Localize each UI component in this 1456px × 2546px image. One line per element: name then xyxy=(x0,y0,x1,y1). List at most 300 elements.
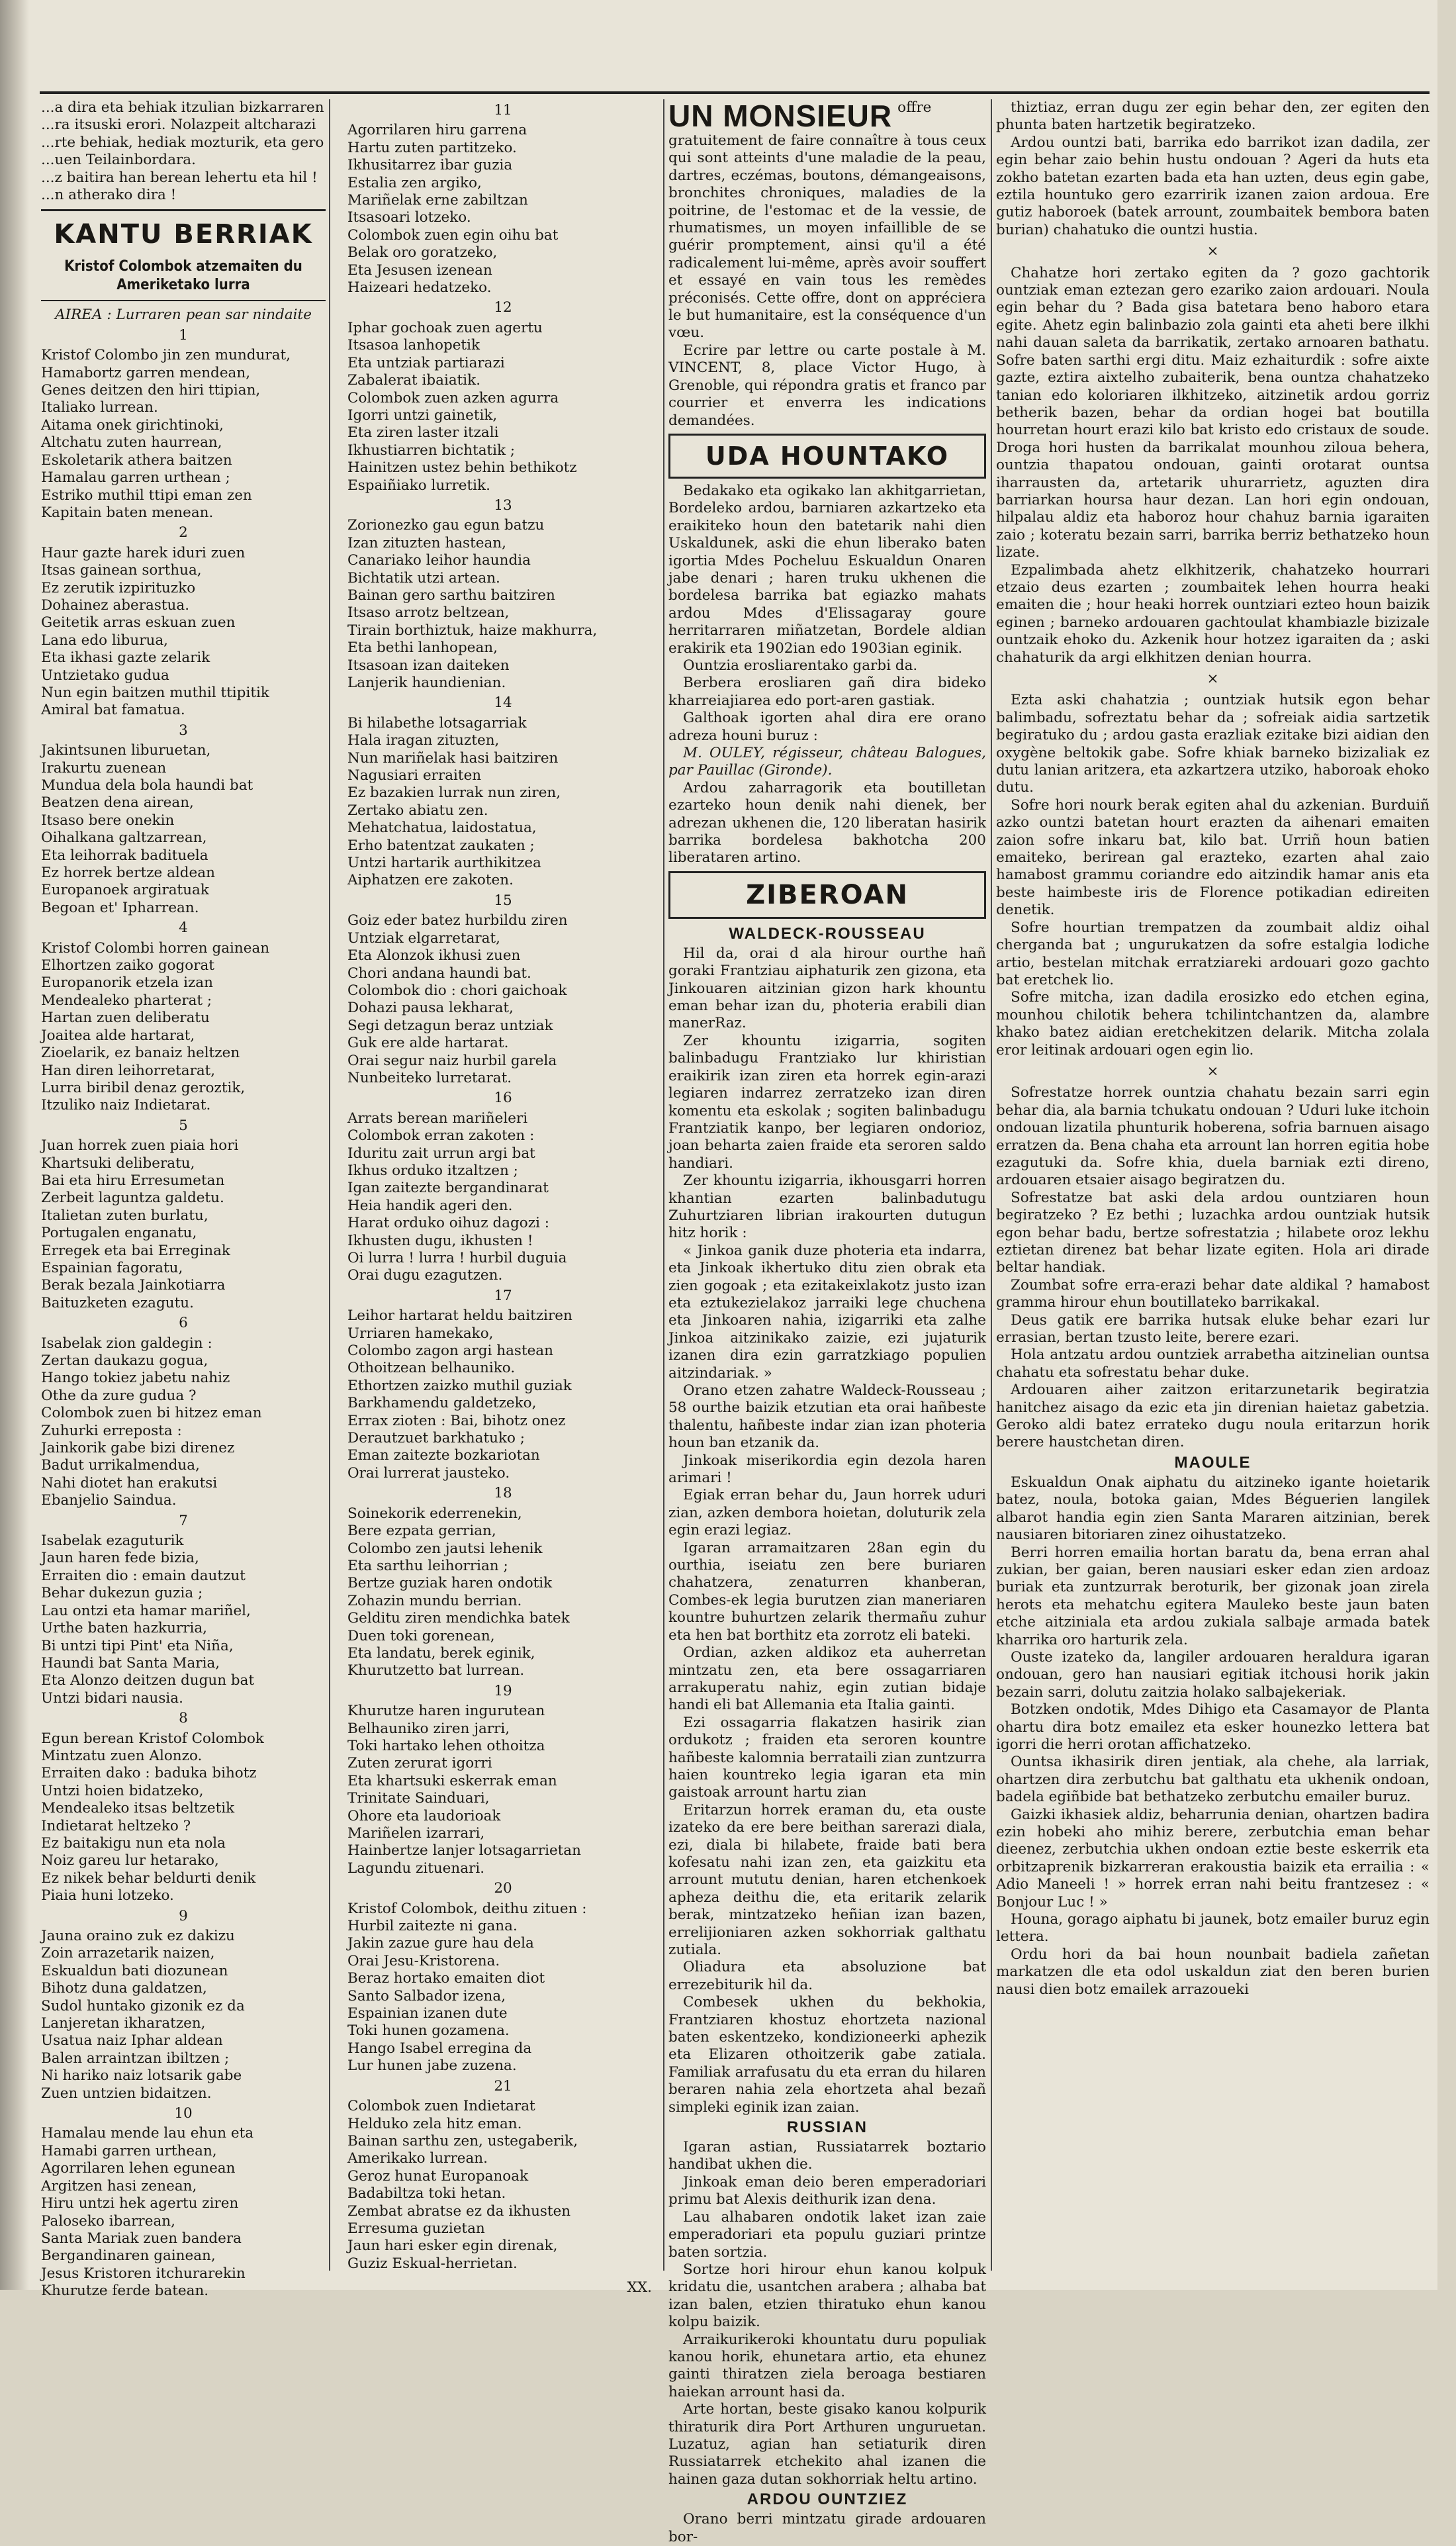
verse-line: Toki hartako lehen othoitza xyxy=(347,1737,545,1754)
verse-line: Agorrilaren hiru garrena xyxy=(347,122,527,139)
verse-line: Indietarat heltzeko ? xyxy=(41,1817,191,1834)
verse-line: Itsasoan izan daiteken xyxy=(347,657,510,674)
column-2 xyxy=(334,99,659,2296)
verse-line: Nun mariñelak hasi baitziren xyxy=(347,749,559,767)
maoule-paragraphs xyxy=(996,1474,1430,1701)
uda-p3: Berbera erosliaren gañ dira bideko kharreiajiarea edo port-aren gastiak. xyxy=(668,675,986,709)
article-paragraph: Eritarzun horrek eraman du, eta ouste izateko da ere bere beithan sarerazi diala, ezi, diala bi hilabete, fraide bati bera kofesatu nahi izan zen, eta gaizkitu eta arrount mututu denian, haren etchenkoek apheza deithu die, eta eritarik zelarik berak, mintzatzeko heñian izan bazen, errelijioniaren azken sokhorriak galthatu zutiala. xyxy=(668,1801,986,1958)
column-3 xyxy=(668,99,986,2545)
maoule-heading: MAOULE xyxy=(1174,1453,1251,1472)
verse-line: Bainan sarthu zen, ustegaberik, xyxy=(347,2132,578,2149)
stanza-number: 15 xyxy=(494,892,512,909)
verse-line: Zerbeit laguntza galdetu. xyxy=(41,1190,224,1207)
article-paragraph: Gaizki ikhasiek aldiz, beharrunia denian, ohartzen badira ezin hobeki aho mihiz berere, zerbutchia eman behar dieenez, zerbutchia ukhen ondoan eztie beste eskerrik eta orbitzaprenik bizkarreran erakoustia baizik eta errailia : « Adio Maneeli ! » horrek erran nahi beitu frantzesez : « Bonjour Luc ! » xyxy=(996,1806,1430,1910)
verse-line: Estriko muthil ttipi eman zen xyxy=(41,487,252,504)
article-paragraph: Botzken ondotik, Mdes Dihigo eta Casamayor de Planta ohartu dira botz emailez eta esker hounezko lettera bat igorri die herri orotan affichatzeko. xyxy=(996,1701,1430,1753)
uda-hountako-box xyxy=(668,434,986,479)
verse-line: Kristof Colombok, deithu zituen : xyxy=(347,1900,587,1917)
stanza-number: 2 xyxy=(179,524,188,542)
article-paragraph: Arte hortan, beste gisako kanou kolpurik thiraturik dira Port Arthuren unguruetan. Luzatuz, agian han setiaturik diren Russiatarrek etchekito ahal izanen die hainen gaza dutan sokhorriak heltu artino. xyxy=(668,2401,986,2488)
article-paragraph: Ezta aski chahatzia ; ountziak hutsik egon behar balimbadu, sofreztatu behar da ; sofreiak aidia sartzetik begiratuko du ; ardou gasta erazliak ezitake bizi aidian den oxygène beltokik gabe. Sofre khiak barneko bizizaliak ez dutu lanian aritzera, eta azkartzera utziko, haboroak ehoko dutu. xyxy=(996,692,1430,796)
verse-line: Eta Jesusen izenean xyxy=(347,261,492,279)
verse-line: Amiral bat famatua. xyxy=(41,702,185,719)
verse-line: Oi lurra ! lurra ! hurbil duguia xyxy=(347,1250,567,1266)
verse-line: Zembat abratse ez da ikhusten xyxy=(347,2202,571,2220)
verse-line: Izan zituzten hastean, xyxy=(347,534,506,551)
intro-text xyxy=(41,99,326,204)
verse-line: Irakurtu zuenean xyxy=(41,759,167,777)
verse-line: Ez bazakien lurrak nun ziren, xyxy=(347,784,561,802)
verse-line: Dohazi pausa lekharat, xyxy=(347,1000,514,1017)
verse-line: Eta landatu, berek eginik, xyxy=(347,1644,535,1662)
verse-line: Zuhurki erreposta : xyxy=(41,1422,182,1439)
verse-line: Guziz Eskual-herrietan. xyxy=(347,2255,518,2272)
stanza-number: 5 xyxy=(179,1117,188,1134)
verse-line: Zohazin mundu berrian. xyxy=(347,1592,522,1609)
verse-line: Bertze guziak haren ondotik xyxy=(347,1575,553,1592)
verse-line: Mehatchatua, laidostatua, xyxy=(347,820,537,837)
verse-line: Errax zioten : Bai, bihotz onez xyxy=(347,1412,566,1429)
verse-line: Canariako leihor haundia xyxy=(347,552,531,569)
verse-line: Estalia zen argiko, xyxy=(347,174,482,191)
article-paragraph: Egiak erran behar du, Jaun horrek uduri zian, azken dembora hoietan, doluturik zela egin erazi legiaz. xyxy=(668,1487,986,1539)
verse-line: Europanoek argiratuak xyxy=(41,882,209,899)
verse-line: Mintzatu zuen Alonzo. xyxy=(41,1747,203,1764)
verse-line: Eta leihorrak badituela xyxy=(41,847,208,864)
verse-line: Erresuma guzietan xyxy=(347,2220,485,2237)
article-paragraph: thiztiaz, erran dugu zer egin behar den, zer egiten den phunta baten hartzetik begiratzeko. xyxy=(996,99,1430,134)
article-paragraph: Chahatze hori zertako egiten da ? gozo gachtorik ountziak eman eztezan gero ezariko zaion ardouari. Noula egin behar du ? Bada gisa batetara beno haboro etara egite. Ahetz egin balinbazio zola gainti eta aheti bere ilkhi nahi dauan saleta da barrikatik, zertako arnoaren bathatu. Sofre baten sarthi ergi ditu. Maiz ezhaiturdik : sofre aixte gazte, eztira aixtelho zubaiterik, bena ountza chahatzeko tanian edo koloriaren ilkhitzeko, aitzinetik ardou gorriz betherik bazen, behar da ordian hogei bat boutilla hourretan hourt erazi kilo bat kristo edo cristaux de soude. Droga hori husten da barrikalat mounhou ziloua behera, ountzia thapatou ondouan, gainti orotarat ountsa iharrausten da, artetarik uhurarrietz, aguzten dira barriarkan hoursa haur dezan. Lan hori egin ondouan, hilpalau aldiz eta haboroz hour chahuz barnia igaraiten zaio ; koteratu bezain sarri, barrika berriz bethatzeko houn lizate. xyxy=(996,264,1430,561)
header-rule xyxy=(40,91,1430,94)
verse-line: Zuten zerurat igorri xyxy=(347,1755,492,1772)
verse-line: Bai eta hiru Erresumetan xyxy=(41,1172,225,1189)
stanza-number: 3 xyxy=(179,722,188,739)
verse-line: Zoin arrazetarik naizen, xyxy=(41,1945,215,1962)
verse-line: Zorionezko gau egun batzu xyxy=(347,517,545,534)
verse-line: Eta Alonzok ikhusi zuen xyxy=(347,947,521,965)
intro-line: ...n atherako dira ! xyxy=(41,187,177,204)
intro-line: ...a dira eta behiak itzulian bizkarraren xyxy=(41,99,324,116)
column-rule xyxy=(329,99,330,2271)
verse-line: Colombok zuen egin oihu bat xyxy=(347,226,559,244)
verse-line: Italiako lurrean. xyxy=(41,399,158,416)
verse-line: Orai lurrerat jausteko. xyxy=(347,1464,510,1482)
verse-line: Joaitea alde hartarat, xyxy=(41,1027,195,1044)
article-paragraph: Igaran arramaitzaren 28an egin du ourthia, iseiatu zen bere buriaren chahatzera, zenaturren khanberan, Combes-ek legia burutzen zian maneriaren kountre buhurtzen zelarik thermañu zuhur eta hen bat borthitz eta zorrotz eli bateki. xyxy=(668,1539,986,1644)
verse-line: Hiru untzi hek agertu ziren xyxy=(41,2195,239,2212)
verse-line: Hango Isabel erregina da xyxy=(347,2040,532,2057)
verse-line: Espaiñiako lurretik. xyxy=(347,477,490,494)
verse-line: Eta bethi lanhopean, xyxy=(347,639,498,657)
verse-line: Colombo zen jautsi lehenik xyxy=(347,1540,543,1557)
stanza-number: 16 xyxy=(494,1090,512,1107)
verse-line: Heia handik ageri den. xyxy=(347,1197,513,1214)
article-paragraph: Houna, gorago aiphatu bi jaunek, botz emailer buruz egin lettera. xyxy=(996,1911,1430,1946)
stanza-number: 7 xyxy=(179,1512,188,1529)
article-paragraph: Zoumbat sofre erra-erazi behar date aldikal ? hamabost gramma hirour ehun boutillateko barrikakal. xyxy=(996,1276,1430,1311)
ziberoan-box xyxy=(668,871,986,919)
verse-line: Elhortzen zaiko gogorat xyxy=(41,957,214,974)
verse-line: Mendealeko itsas beltzetik xyxy=(41,1800,235,1817)
stanza-number: 9 xyxy=(179,1907,188,1924)
verse-line: Hurbil zaitezte ni gana. xyxy=(347,1918,518,1935)
verse-line: Agorrilaren lehen egunean xyxy=(41,2160,236,2177)
stanza-number: 14 xyxy=(494,694,512,712)
verse-line: Untzi hartarik aurthikitzea xyxy=(347,855,541,872)
verse-line: Lagundu zituenari. xyxy=(347,1860,485,1877)
column-1 xyxy=(41,99,326,2300)
verse-line: Isabelak ezaguturik xyxy=(41,1532,184,1550)
verse-line: Ez baitakigu nun eta nola xyxy=(41,1834,226,1852)
verse-line: Ikhus orduko itzaltzen ; xyxy=(347,1162,518,1179)
divider xyxy=(41,209,326,211)
verse-line: Hamabi garren urthean, xyxy=(41,2142,217,2159)
russian-heading: RUSSIAN xyxy=(786,2118,868,2137)
russian-paragraphs xyxy=(668,2139,986,2488)
uda-p2: Ountzia erosliarentako garbi da. xyxy=(683,657,918,674)
verse-line: Othe da zure gudua ? xyxy=(41,1387,197,1404)
verse-line: Tirain borthiztuk, haize makhurra, xyxy=(347,622,598,639)
verse-line: Bere ezpata gerrian, xyxy=(347,1523,496,1540)
verse-line: Khurutzetto bat lurrean. xyxy=(347,1662,525,1679)
verse-line: Mariñelen izarrari, xyxy=(347,1825,485,1842)
verse-line: Santo Salbador izena, xyxy=(347,1987,506,2004)
verse-line: Beraz hortako emaiten diot xyxy=(347,1970,545,1987)
verse-line: Zabalerat ibaiatik. xyxy=(347,372,481,389)
stanza-number: 20 xyxy=(494,1880,512,1897)
verse-line: Goiz eder batez hurbildu ziren xyxy=(347,912,568,929)
verse-line: Kapitain baten menean. xyxy=(41,504,214,521)
monsieur-head: UN MONSIEUR xyxy=(668,99,893,133)
article-paragraph: Hil da, orai d ala hirour ourthe hañ goraki Frantziau aiphaturik zen gizona, eta Jinkouaren aitzinian gizon hark khountu eman behar izan du, photeria erabili dian manerRaz. xyxy=(668,945,986,1032)
verse-line: Aitama onek girichtinoki, xyxy=(41,416,224,434)
verse-line: Erraiten dio : emain dautzut xyxy=(41,1567,246,1584)
article-paragraph: Hola antzatu ardou ountziek arrabetha aitzinelian ountsa chahatu eta sofrestatu behar duke. xyxy=(996,1346,1430,1381)
verse-line: Iphar gochoak zuen agertu xyxy=(347,319,543,336)
verse-line: Berak bezala Jainkotiarra xyxy=(41,1277,226,1294)
verse-line: Ethortzen zaizko muthil guziak xyxy=(347,1377,572,1394)
intro-line: ...rte behiak, hediak mozturik, eta gero xyxy=(41,134,324,151)
verse-line: Amerikako lurrean. xyxy=(347,2150,488,2167)
article-paragraph: Ezpalimbada ahetz elkhitzerik, chahatzeko hourrari etzaio deus ezarten ; zoumbaitek lehen hourra heaki emaiten die ; hour heaki horrek ountziari ezteo houn baizik eginen ; barneko ardouaren gachtoulat khambiazle bizizale ountzaik ehoko du. Azkenik hour hotzez igaraiten da ; aski chahaturik da argi elkhitzen denian hourra. xyxy=(996,561,1430,666)
verse-line: Zuen untzien bidaitzen. xyxy=(41,2085,212,2102)
verse-line: Toki hunen gozamena. xyxy=(347,2022,510,2040)
verse-line: Gelditu ziren mendichka batek xyxy=(347,1610,570,1627)
verse-line: Mundua dela bola haundi bat xyxy=(41,777,253,794)
verse-line: Geroz hunat Europanoak xyxy=(347,2167,529,2185)
verse-line: Santa Mariak zuen bandera xyxy=(41,2230,242,2247)
uda-p6: Ardou zaharragorik eta boutilletan ezarteko houn denik nahi dienek, ber adrezan ukhenen die, 120 liberatan hasirik barrika bordelesa bakhotcha 200 liberataren artino. xyxy=(668,779,986,867)
verse-line: Chori andana haundi bat. xyxy=(347,965,531,982)
verse-line: Orai dugu ezagutzen. xyxy=(347,1267,503,1284)
binding-gutter xyxy=(0,0,29,2290)
verse-line: Nunbeiteko lurretarat. xyxy=(347,1069,512,1086)
article-paragraph: Orano etzen zahatre Waldeck-Rousseau ; 58 ourthe baizik etzutian eta orai hañbeste thalentu, hañbeste indar zian izan photeria houn ban etzanik da. xyxy=(668,1382,986,1452)
verse-line: Ez horrek bertze aldean xyxy=(41,865,215,882)
verse-line: Sudol huntako gizonik ez da xyxy=(41,1997,245,2014)
verse-line: Bainan gero sarthu baitziren xyxy=(347,587,555,604)
article-paragraph: Ezi ossagarria flakatzen hasirik zian ordukotz ; fraiden eta seroren kountre hañbeste kalomnia berrataili zian zuntzurra haien kountreko legia igaran eta min gaistoak arrount hartu zian xyxy=(668,1714,986,1801)
verse-line: Colombok dio : chori gaichoak xyxy=(347,982,567,999)
uda-p5: M. OULEY, régisseur, château Balogues, par Pauillac (Gironde). xyxy=(668,745,986,779)
verse-line: Hamalau garren urthean ; xyxy=(41,469,230,487)
verse-line: Belhauniko ziren jarri, xyxy=(347,1720,510,1737)
verse-line: Bi untzi tipi Pint' eta Niña, xyxy=(41,1637,234,1654)
verse-line: Barkhamendu galdetzeko, xyxy=(347,1395,537,1412)
stanza-number: 11 xyxy=(494,102,512,118)
verse-line: Jesus Kristoren itchurarekin xyxy=(41,2265,246,2282)
article-paragraph: Sofre hourtian trempatzen da zoumbait aldiz oihal cherganda bat ; ungurukatzen da sofre estalgia lodiche artio, bestelan mitchak erratziareki ardouari gozo gachto bat eretchek lio. xyxy=(996,919,1430,988)
article-paragraph: Sortze hori hirour ehun kanou kolpuk kridatu die, usantchen arabera ; alhaba bat izan balen, etzien thiratuko ehun kanou kolpu baizik. xyxy=(668,2261,986,2331)
divider xyxy=(41,300,326,301)
verse-line: Zioelarik, ez banaiz heltzen xyxy=(41,1045,240,1062)
stanza-number: 4 xyxy=(179,919,188,937)
intro-line: ...uen Teilainbordara. xyxy=(41,152,196,169)
article-paragraph: Ardou ountzi bati, barrika edo barrikot izan dadila, zer egin behar zaio behin hustu ondouan ? Ageri da huts eta zokho batetan ezarten bada eta han uzten, deus egin gabe, eztila hountuko gero ezarririk izanen zaion ardoua. Ere gutiz haboroek (batek arrount, zoumbaitek bembora baten burian) chahatuko die ountzi hustia. xyxy=(996,134,1430,238)
verse-line: Jakintsunen liburuetan, xyxy=(41,742,211,759)
verse-line: Iduritu zait urrun argi bat xyxy=(347,1145,535,1162)
verse-line: Hamalau mende lau ehun eta xyxy=(41,2125,254,2142)
article-paragraph: « Jinkoa ganik duze photeria eta indarra, eta Jinkoak ikhertuko ditu zien obrak eta zien gogoak ; eta ezitakeixlakotz justo izan eta eztukezielakoz jarraiki lege chuchena eta Jinkoaren nahia, izigarriki eta zalhe Jinkoa aitzinikako zaizie, ezi jujaturik izanen dira ezin garratzkiago populien aitzindariak. » xyxy=(668,1242,986,1382)
verse-line: Orai Jesu-Kristorena. xyxy=(347,1952,500,1969)
monsieur-text: offre gratuitement de faire connaître à tous ceux qui sont atteints d'une maladie de la peau, dartres, eczémas, boutons, démangeaisons, bronchites chroniques, maladies de la poitrine, de l'estomac et de la vessie, de rhumatismes, un moyen infaillible de se guérir promptement, ainsi qu'il a été radicalement lui-même, après avoir souffert et essayé en vain tous les remèdes préconisés. Cette offre, dont on appréciera le but humanitaire, est la conséquence d'un vœu. xyxy=(668,99,986,342)
waldeck-heading: WALDECK-ROUSSEAU xyxy=(729,924,926,943)
verse-line: Hainitzen ustez behin bethikotz xyxy=(347,459,577,477)
verse-line: Orai segur naiz hurbil garela xyxy=(347,1052,557,1069)
verse-line: Isabelak zion galdegin : xyxy=(41,1335,212,1352)
verse-line: Paloseko ibarrean, xyxy=(41,2212,175,2230)
verse-line: Soinekorik ederrenekin, xyxy=(347,1505,522,1522)
verse-line: Itsasoa lanhopetik xyxy=(347,337,480,354)
article-paragraph: Sofrestatze horrek ountzia chahatu bezain sarri egin behar dia, ala barnia tchukatu ondouan ? Uduri luke itchoin ondouan lizatila phunturik hoberena, sofria barnuen aisago erratzen da. Bena chaha eta arrount lan horren egitia hobe ezagutuki da. Sofre khia, duela barniak ezti direno, ardouaren etsaier aisago begiratzen du. xyxy=(996,1084,1430,1189)
verse-line: Igan zaitezte bergandinarat xyxy=(347,1180,549,1197)
article-paragraph: Lau alhabaren ondotik laket izan zaie emperadoriari eta populu guziari printze baten sortzia. xyxy=(668,2208,986,2261)
ziberoan-title: ZIBEROAN xyxy=(746,879,909,910)
verse-line: Espainian fagoratu, xyxy=(41,1259,183,1276)
article-paragraph: Oliadura eta absoluzione bat errezebiturik hil da. xyxy=(668,1959,986,1993)
verse-line: Usatua naiz Iphar aldean xyxy=(41,2032,223,2050)
verse-line: Eta untziak partiarazi xyxy=(347,354,505,371)
verse-line: Zertan daukazu gogua, xyxy=(41,1352,208,1369)
article-paragraph: Ouste izateko da, langiler ardouaren heraldura igaran ondouan, gero han nausiari egitiak itchousi horik jakin bezain sarri, dolutu zaitzia holako salbajekeriak. xyxy=(996,1648,1430,1701)
verse-line: Genes deitzen den hiri ttipian, xyxy=(41,382,261,399)
stanza-number: 18 xyxy=(494,1485,512,1502)
article-paragraph: Combesek ukhen du bekhokia, Frantziaren khostuz ehortzeta nazional baten eskentzeko, kondizioneerki aphezik eta Elizaren othoitzerik gabe zatiala. Familiak arrafusatu du eta erran du hilaren beraren nahia zela ehortzeta ahal bezañ simpleki eginik izan zaian. xyxy=(668,1994,986,2116)
verse-line: Lur hunen jabe zuzena. xyxy=(347,2057,517,2075)
verse-line: Piaia huni lotzeko. xyxy=(41,1887,174,1905)
verse-line: Hartu zuten partitzeko. xyxy=(347,139,517,156)
stanza-number: 6 xyxy=(179,1315,188,1332)
verse-line: Lurra biribil denaz geroztik, xyxy=(41,1079,246,1096)
verse-line: Han diren leihorretarat, xyxy=(41,1062,216,1079)
verse-line: Ikhustiarren bichtatik ; xyxy=(347,442,516,459)
verse-line: Lanjerik haundienian. xyxy=(347,675,506,691)
stanza-number: 8 xyxy=(179,1710,188,1727)
verse-line: Haur gazte harek iduri zuen xyxy=(41,544,246,561)
verse-line: Italietan zuten burlatu, xyxy=(41,1207,208,1224)
verse-line: Erho batentzat zaukaten ; xyxy=(347,837,535,854)
article-paragraph: Sofrestatze bat aski dela ardou ountziaren houn begiratzeko ? Ez bethi ; luzachka ardou ountziak hutsik egon behar badu, bertze sofrestatzia ; hilabete oroz lekhu eztietan direnez bat behar lizate egiten. Hola ari dirade beltar handiak. xyxy=(996,1189,1430,1276)
verse-line: Eman zaitezte bozkariotan xyxy=(347,1447,540,1464)
verse-line: Othoitzean belhauniko. xyxy=(347,1360,516,1377)
stanza-number: 21 xyxy=(494,2077,512,2095)
verse-line: Eta sarthu leihorrian ; xyxy=(347,1557,508,1574)
uda-hountako-title: UDA HOUNTAKO xyxy=(705,441,950,471)
verse-line: Guk ere alde hartarat. xyxy=(347,1035,509,1052)
verse-line: Ebanjelio Saindua. xyxy=(41,1492,177,1509)
article-paragraph: Eskualdun Onak aiphatu du aitzineko igante hoietarik batez, noula, botoka gaian, Mdes Béguerien langilek albarot handia egin zien Santa Mararen aitzinian, berek nausiaren bitoriaren zinez oihustatzeko. xyxy=(996,1474,1430,1544)
verse-line: Ikhusten dugu, ikhusten ! xyxy=(347,1232,533,1249)
verse-line: Portugalen enganatu, xyxy=(41,1225,197,1242)
verse-line: Balen arraintzan ibiltzen ; xyxy=(41,2050,230,2067)
verse-line: Ez nikek behar beldurti denik xyxy=(41,1869,256,1887)
verse-line: Eskualdun bati diozunean xyxy=(41,1962,228,1979)
verse-line: Kristof Colombo jin zen mundurat, xyxy=(41,347,291,364)
song-air: AIREA : Lurraren pean sar nindaite xyxy=(55,306,312,324)
verse-line: Eta khartsuki eskerrak eman xyxy=(347,1772,557,1789)
song-stanzas-cont xyxy=(334,102,659,2273)
verse-line: Haundi bat Santa Maria, xyxy=(41,1654,220,1672)
article-paragraph: Sofre hori nourk berak egiten ahal du azkenian. Burduiñ azko ountzi batetan hourt erazten da aihenari emaiten zaion sofre inkaru bat, kilo bat. Urriñ houn batien emaiteko, berirean gal erazteko, ezarten ahal zaio hamabost grammu coriandre edo aitzindik hamar anis eta beste haimbeste iris de Florence potikadian edireiten denetik. xyxy=(996,796,1430,919)
article-paragraph: Zer khountu izigarria, ikhousgarri horren khantian ezarten balinbadutugu Zuhurtziaren librian irakourten dutugun hitz horik : xyxy=(668,1172,986,1242)
verse-line: Nun egin baitzen muthil ttipitik xyxy=(41,684,269,701)
stanza-number: 12 xyxy=(494,299,512,316)
verse-line: Begoan et' Ipharrean. xyxy=(41,899,199,916)
verse-line: Geitetik arras eskuan zuen xyxy=(41,614,236,632)
verse-line: Urthe baten hazkurria, xyxy=(41,1620,208,1637)
verse-line: Europanorik etzela izan xyxy=(41,974,213,992)
verse-line: Itsaso arrotz beltzean, xyxy=(347,604,510,622)
verse-line: Ni hariko naiz lotsarik gabe xyxy=(41,2067,242,2085)
verse-line: Erraiten dako : baduka bihotz xyxy=(41,1765,257,1782)
article-paragraph: Zer khountu izigarria, sogiten balinbadugu Frantziako lur khiristian eraikirik izan ziren eta horrek egin-arazi legiaren indarrez zerratzeko izan diren komentu eta eskolak ; sogiten balinbadugu Frantziatik kanpo, ber legiaren ondorioz, joan beharta zaien fraide eta seroren saldo handiari. xyxy=(668,1032,986,1172)
uda-p1: Bedakako eta ogikako lan akhitgarrietan, Bordeleko ardou, barniaren azkartzeko eta eraikiteko houn den batetarik nahi dien Uskaldunek, aski die ehun liberako baten igortia Mdes Pocheluu Eskualdun Onaren jabe denari ; haren truku ukhenen die bordelesa barrika bat egiazko mahats ardou Mdes d'Elissagaray goure herritarraren miñatzetan, Bordele aldian erakirik eta 1902ian edo 1903ian eginik. xyxy=(668,482,986,657)
verse-line: Trinitate Sainduari, xyxy=(347,1790,490,1807)
verse-line: Eta ikhasi gazte zelarik xyxy=(41,649,210,667)
verse-line: Bi hilabethe lotsagarriak xyxy=(347,714,527,731)
verse-line: Bichtatik utzi artean. xyxy=(347,569,500,587)
article-paragraph: Berri horren emailia hortan baratu da, bena erran ahal zukian, ber gaian, beren nausiari esker edan zien ardoaz buriak eta zuntzurrak beroturik, ber gizonak joan zirela herots eta mehatchu egitera Mauleko beste jaun baten etche aitziniala eta ardou zukiala salbaje armada batek kharrika oro harturik zela. xyxy=(996,1544,1430,1648)
verse-line: Mendealeko pharterat ; xyxy=(41,992,212,1009)
article-paragraph: Jinkoak eman deio beren emperadoriari primu bat Alexis deithurik izan dena. xyxy=(668,2173,986,2208)
column-4 xyxy=(996,99,1430,2277)
verse-line: Arrats berean mariñeleri xyxy=(347,1109,528,1127)
verse-line: Aiphatzen ere zakoten. xyxy=(347,872,514,889)
article-paragraph: Ountsa ikhasirik diren jentiak, ala chehe, ala larriak, ohartzen dira zerbutchu bat galthatu eta ukhenik ondoan, badela egiñbide bat bethatzeko zerbutchu emailer buruz. xyxy=(996,1754,1430,1806)
verse-line: Eta ziren laster itzali xyxy=(347,424,499,442)
verse-line: Duen toki gorenean, xyxy=(347,1627,495,1644)
section-mark: × xyxy=(1206,671,1219,687)
verse-line: Hainbertze lanjer lotsagarrietan xyxy=(347,1842,581,1860)
section-mark: × xyxy=(1206,243,1219,260)
verse-line: Ikhusitarrez ibar guzia xyxy=(347,157,513,174)
verse-line: Khurutze ferde batean. xyxy=(41,2283,209,2300)
ardou-text-2 xyxy=(996,265,1430,667)
article-paragraph: Jinkoak miserikordia egin dezola haren arimari ! xyxy=(668,1452,986,1487)
stanza-number: 17 xyxy=(494,1287,512,1304)
verse-line: Itzuliko naiz Indietarat. xyxy=(41,1097,211,1114)
verse-line: Untzietako gudua xyxy=(41,667,169,684)
verse-line: Baituzketen ezagutu. xyxy=(41,1294,194,1311)
verse-line: Jakin zazue gure hau dela xyxy=(347,1935,534,1952)
verse-line: Argitzen hasi zenean, xyxy=(41,2177,197,2194)
verse-line: Colombok zuen azken agurra xyxy=(347,389,559,406)
verse-line: Juan horrek zuen piaia hori xyxy=(41,1137,239,1155)
verse-line: Khurutze haren ingurutean xyxy=(347,1703,545,1720)
verse-line: Colombok zuen Indietarat xyxy=(347,2098,535,2115)
verse-line: Espainian izanen dute xyxy=(347,2005,508,2022)
verse-line: Hamabortz garren mendean, xyxy=(41,364,251,381)
verse-line: Jaun haren fede bizia, xyxy=(41,1550,199,1567)
song-subtitle: Kristof Colombok atzemaiten du Ameriketako lurra xyxy=(64,258,302,294)
verse-line: Itsaso bere onekin xyxy=(41,812,175,829)
verse-line: Zertako abiatu zen. xyxy=(347,802,488,819)
verse-line: Altchatu zuten haurrean, xyxy=(41,434,222,451)
signature: XX. xyxy=(627,2279,652,2296)
verse-line: Harat orduko oihuz dagozi : xyxy=(347,1215,550,1232)
verse-line: Hango tokiez jabetu nahiz xyxy=(41,1370,230,1387)
verse-line: Erregek eta bai Erreginak xyxy=(41,1242,230,1259)
article-paragraph: Ordian, azken aldikoz eta auherretan mintzatu zen, eta bere ossagarriaren arrakuperatu nahiz, egin zutian bidaje handi eli bat Allemania eta Italia gainti. xyxy=(668,1644,986,1714)
article-paragraph: Arraikurikeroki khountatu duru populiak kanou horik, ehunetara artio, eta ehunez gainti thiratzen ziela beroaga bestiaren haiekan arrount hasi da. xyxy=(668,2331,986,2400)
stanza-number: 1 xyxy=(179,326,188,344)
verse-line: Hala iragan zituzten, xyxy=(347,732,500,749)
verse-line: Khartsuki deliberatu, xyxy=(41,1155,195,1172)
verse-line: Untziak elgarretarat, xyxy=(347,929,500,947)
verse-line: Nagusiari erraiten xyxy=(347,767,482,784)
kantu-berriak-title: KANTU BERRIAK xyxy=(54,219,313,250)
verse-line: Untzi hoien bidatzeko, xyxy=(41,1782,204,1799)
ardou-text-1 xyxy=(996,99,1430,239)
verse-line: Bergandinaren gainean, xyxy=(41,2247,216,2265)
verse-line: Nahi diotet han erakutsi xyxy=(41,1474,218,1491)
song-stanzas xyxy=(41,327,326,2300)
verse-line: Helduko zela hitz eman. xyxy=(347,2115,522,2132)
verse-line: Lau ontzi eta hamar mariñel, xyxy=(41,1602,251,1619)
verse-line: Dohainez aberastua. xyxy=(41,596,190,614)
verse-line: Bihotz duna galdatzen, xyxy=(41,1980,207,1997)
verse-line: Lana edo liburua, xyxy=(41,632,168,649)
verse-line: Behar dukezun guzia ; xyxy=(41,1585,203,1602)
verse-line: Kristof Colombi horren gainean xyxy=(41,939,270,957)
verse-line: Jauna oraino zuk ez dakizu xyxy=(41,1928,235,1944)
verse-line: Segi detzagun beraz untziak xyxy=(347,1017,553,1034)
verse-line: Lanjeretan ikharatzen, xyxy=(41,2015,206,2032)
verse-line: Untzi bidari nausia. xyxy=(41,1689,183,1707)
column-rule xyxy=(663,99,664,2271)
verse-line: Haizeari hedatzeko. xyxy=(347,279,492,297)
uda-p4: Galthoak igorten ahal dira ere orano adreza houni buruz : xyxy=(668,710,986,744)
article-paragraph: Deus gatik ere barrika hutsak eluke behar ezari lur errasian, bertan tzusto leite, berere ezari. xyxy=(996,1311,1430,1346)
verse-line: Oihalkana galtzarrean, xyxy=(41,829,207,847)
ardou-text-3 xyxy=(996,692,1430,1059)
verse-line: Jaun hari esker egin direnak, xyxy=(347,2238,558,2255)
ziberoan-paragraphs xyxy=(668,945,986,2116)
article-paragraph: Igaran astian, Russiatarrek boztario handibat ukhen die. xyxy=(668,2139,986,2173)
stanza-number: 19 xyxy=(494,1682,512,1699)
verse-line: Colombok erran zakoten : xyxy=(347,1127,535,1145)
ardou-start: Orano berri mintzatu girade ardouaren bor- xyxy=(668,2511,986,2545)
verse-line: Noiz gareu lur hetarako, xyxy=(41,1852,219,1869)
verse-line: Beatzen dena airean, xyxy=(41,794,194,812)
column-rule xyxy=(991,99,992,2271)
verse-line: Egun berean Kristof Colombok xyxy=(41,1730,264,1747)
monsieur-text2: Ecrire par lettre ou carte postale à M. VINCENT, 8, place Victor Hugo, à Grenoble, qui répondra gratis et franco par courrier et enverra les indications demandées. xyxy=(668,342,986,429)
verse-line: Ohore eta laudorioak xyxy=(347,1807,501,1824)
verse-line: Badut urrikalmendua, xyxy=(41,1457,200,1474)
verse-line: Urriaren hamekako, xyxy=(347,1325,494,1342)
stanza-number: 10 xyxy=(174,2105,193,2122)
